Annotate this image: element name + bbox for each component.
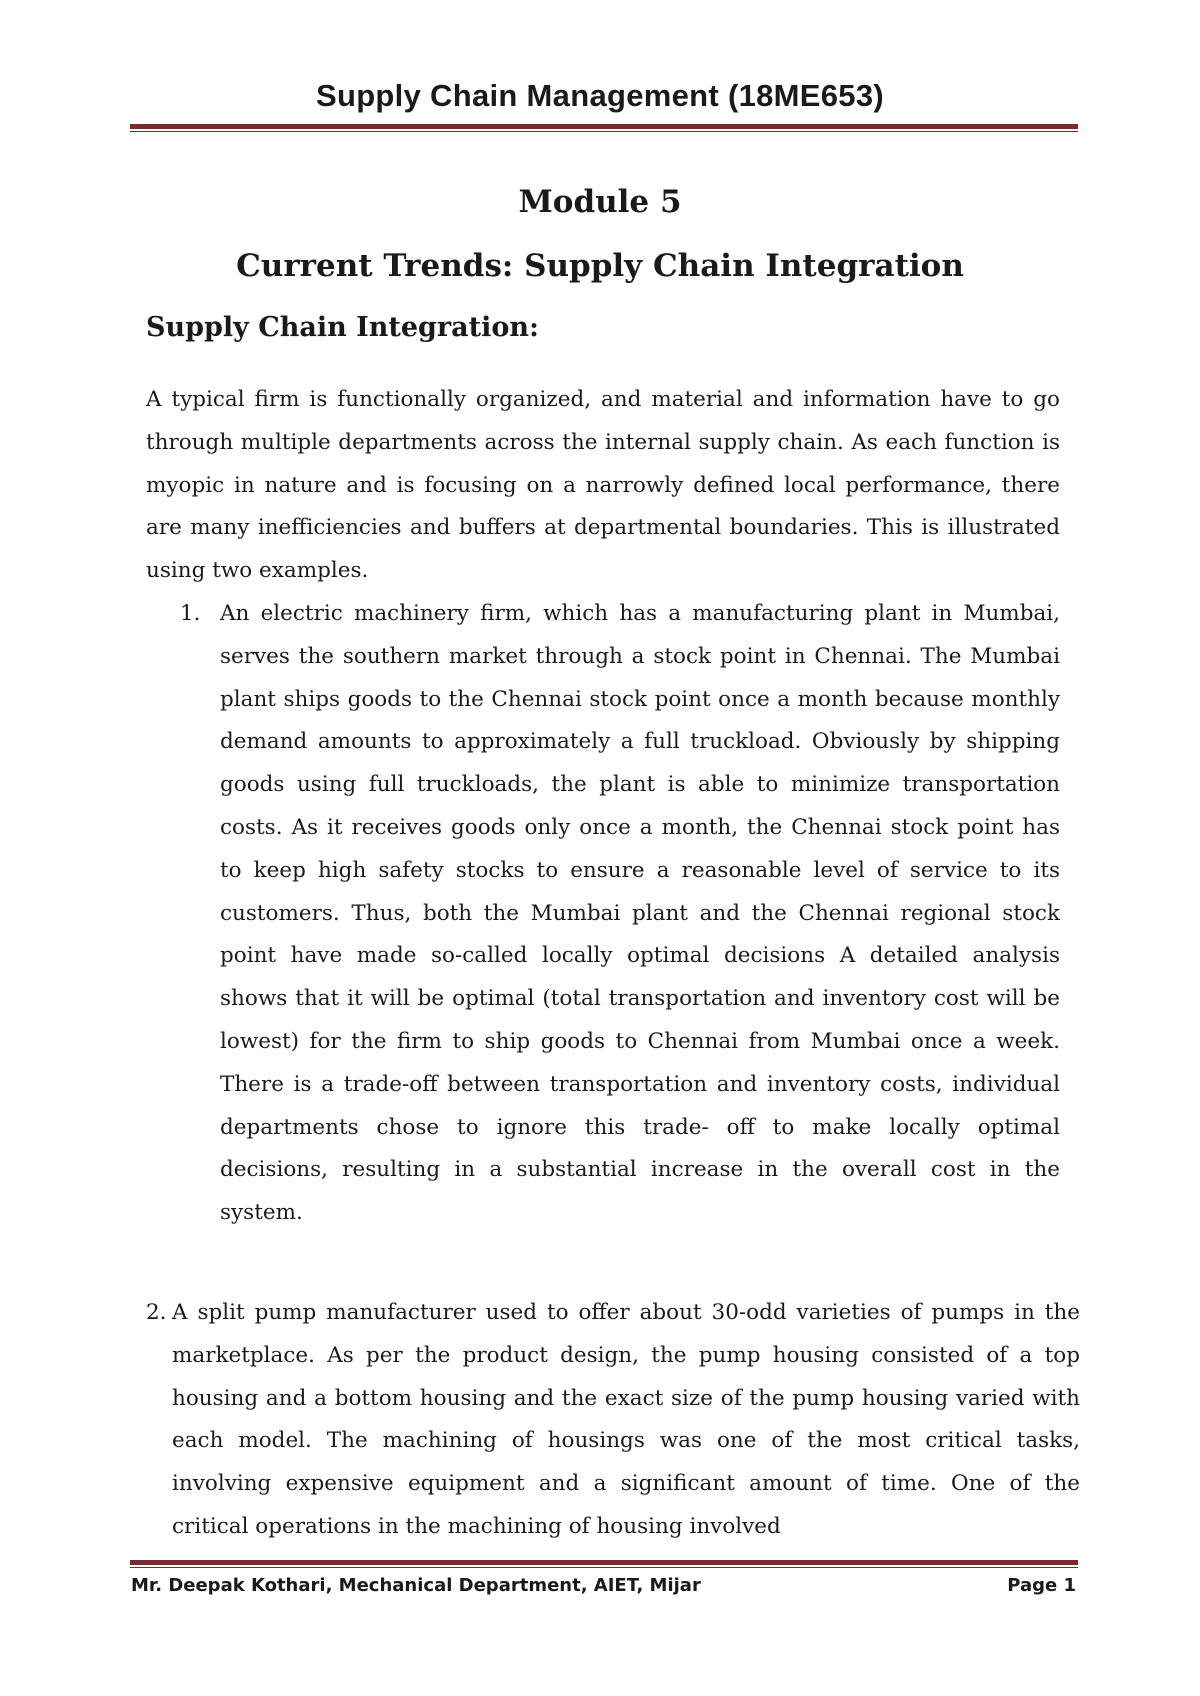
header-rule-thick bbox=[130, 124, 1078, 129]
section-heading: Supply Chain Integration: bbox=[146, 312, 539, 343]
list-item bbox=[180, 593, 1060, 1235]
footer-author: Mr. Deepak Kothari, Mechanical Department, AIET, Mijar bbox=[131, 1575, 701, 1596]
list-item-number: 1. bbox=[180, 601, 201, 626]
list-item bbox=[146, 1292, 1080, 1549]
header-rule-thin bbox=[130, 131, 1078, 132]
intro-paragraph: A typical firm is functionally organized, and material and information have to go through multiple departments across the internal supply chain. As each function is myopic in nature and is focusing on a narrowly defined local performance, there are many inefficiencies and buffers at departmental boundaries. This is illustrated using two examples. bbox=[146, 387, 1060, 584]
module-title: Module 5 bbox=[518, 184, 682, 220]
page-number: Page 1 bbox=[1007, 1575, 1076, 1596]
module-subtitle: Current Trends: Supply Chain Integration bbox=[236, 248, 964, 284]
list-item-number: 2. bbox=[146, 1300, 167, 1325]
footer-rule-thick bbox=[130, 1560, 1078, 1565]
document-header-title: Supply Chain Management (18ME653) bbox=[315, 78, 885, 113]
footer-rule-thin bbox=[130, 1567, 1078, 1568]
list-item-text: An electric machinery firm, which has a manufacturing plant in Mumbai, serves the southern market through a stock point in Chennai. The Mumbai plant ships goods to the Chennai stock point once a month because monthly demand amounts to approximately a full truckload. Obviously by shipping goods using full truckloads, the plant is able to minimize transportation costs. As it receives goods only once a month, the Chennai stock point has to keep high safety stocks to ensure a reasonable level of service to its customers. Thus, both the Mumbai plant and the Chennai regional stock point have made so-called locally optimal decisions A detailed analysis shows that it will be optimal (total transportation and inventory cost will be lowest) for the firm to ship goods to Chennai from Mumbai once a week. There is a trade-off between transportation and inventory costs, individual departments chose to ignore this trade- off to make locally optimal decisions, resulting in a substantial increase in the overall cost in the system. bbox=[220, 601, 1060, 1226]
list-item-text: A split pump manufacturer used to offer about 30-odd varieties of pumps in the marketplace. As per the product design, the pump housing consisted of a top housing and a bottom housing and the exact size of the pump housing varied with each model. The machining of housings was one of the most critical tasks, involving expensive equipment and a significant amount of time. One of the critical operations in the machining of housing involved bbox=[172, 1300, 1080, 1539]
